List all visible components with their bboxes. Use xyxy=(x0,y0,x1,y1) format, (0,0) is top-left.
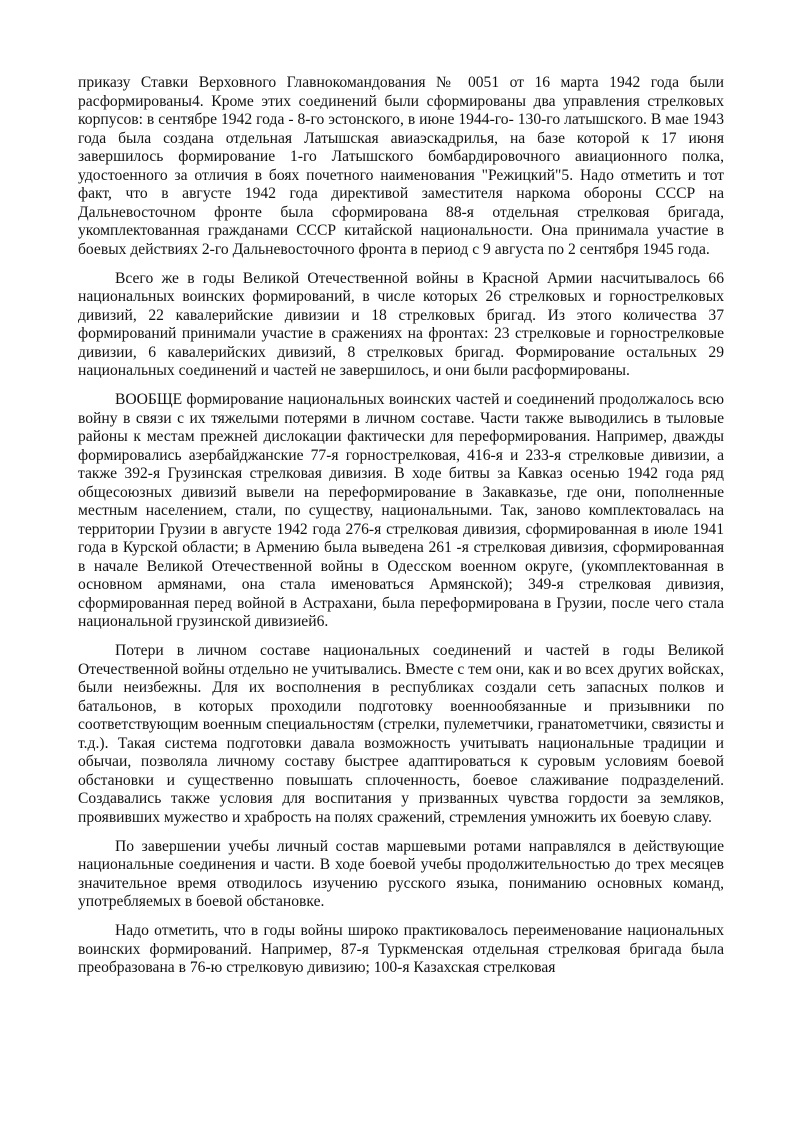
document-page xyxy=(78,74,724,988)
paragraph-1: приказу Ставки Верховного Главнокомандования № 0051 от 16 марта 1942 года были расформированы4. Кроме этих соединений были сформированы два управления стрелковых корпусов: в сентябре 1942 года - 8-го эстонского, в июне 1944-го- 130-го латышского. В мае 1943 года была создана отдельная Латышская авиаэскадрилья, на базе которой к 17 июня завершилось формирование 1-го Латышского бомбардировочного авиационного полка, удостоенного за отличия в боях почетного наименования "Режицкий"5. Надо отметить и тот факт, что в августе 1942 года директивой заместителя наркома обороны СССР на Дальневосточном фронте была сформирована 88-я отдельная стрелковая бригада, укомплектованная гражданами СССР китайской национальности. Она принимала участие в боевых действиях 2-го Дальневосточного фронта в период с 9 августа по 2 сентября 1945 года. xyxy=(78,74,724,258)
paragraph-3: ВООБЩЕ формирование национальных воинских частей и соединений продолжалось всю войну в связи с их тяжелыми потерями в личном составе. Части также выводились в тыловые районы к местам прежней дислокации фактически для переформирования. Например, дважды формировались азербайджанские 77-я горнострелковая, 416-я и 233-я стрелковые дивизии, а также 392-я Грузинская стрелковая дивизия. В ходе битвы за Кавказ осенью 1942 года ряд общесоюзных дивизий вывели на переформирование в Закавказье, где они, пополненные местным населением, стали, по существу, национальными. Так, заново комплектовалась на территории Грузии в августе 1942 года 276-я стрелковая дивизия, сформированная в июле 1941 года в Курской области; в Армению была выведена 261 -я стрелковая дивизия, сформированная в начале Великой Отечественной войны в Одесском военном округе, (укомплектованная в основном армянами, она стала именоваться Армянской); 349-я стрелковая дивизия, сформированная перед войной в Астрахани, была переформирована в Грузии, после чего стала национальной грузинской дивизией6. xyxy=(78,391,724,630)
paragraph-5: По завершении учебы личный состав маршевыми ротами направлялся в действующие национальные соединения и части. В ходе боевой учебы продолжительностью до трех месяцев значительное время отводилось изучению русского языка, пониманию основных команд, употребляемых в боевой обстановке. xyxy=(78,837,724,910)
paragraph-6: Надо отметить, что в годы войны широко практиковалось переименование национальных воинских формирований. Например, 87-я Туркменская отдельная стрелковая бригада была преобразована в 76-ю стрелковую дивизию; 100-я Казахская стрелковая xyxy=(78,922,724,976)
paragraph-4: Потери в личном составе национальных соединений и частей в годы Великой Отечественной войны отдельно не учитывались. Вместе с тем они, как и во всех других войсках, были неизбежны. Для их восполнения в республиках создали сеть запасных полков и батальонов, в которых проходили подготовку военнообязанные и призывники по соответствующим военным специальностям (стрелки, пулеметчики, гранатометчики, связисты и т.д.). Такая система подготовки давала возможность учитывать национальные традиции и обычаи, позволяла личному составу быстрее адаптироваться к суровым условиям боевой обстановки и существенно повышать сплоченность, боевое слаживание подразделений. Создавались также условия для воспитания у призванных чувства гордости за земляков, проявивших мужество и храбрость на полях сражений, стремления умножить их боевую славу. xyxy=(78,642,724,826)
paragraph-2: Всего же в годы Великой Отечественной войны в Красной Армии насчитывалось 66 национальных воинских формирований, в числе которых 26 стрелковых и горнострелковых дивизий, 22 кавалерийские дивизии и 18 стрелковых бригад. Из этого количества 37 формирований принимали участие в сражениях на фронтах: 23 стрелковые и горнострелковые дивизии, 6 кавалерийских дивизий, 8 стрелковых бригад. Формирование остальных 29 национальных соединений и частей не завершилось, и они были расформированы. xyxy=(78,269,724,379)
